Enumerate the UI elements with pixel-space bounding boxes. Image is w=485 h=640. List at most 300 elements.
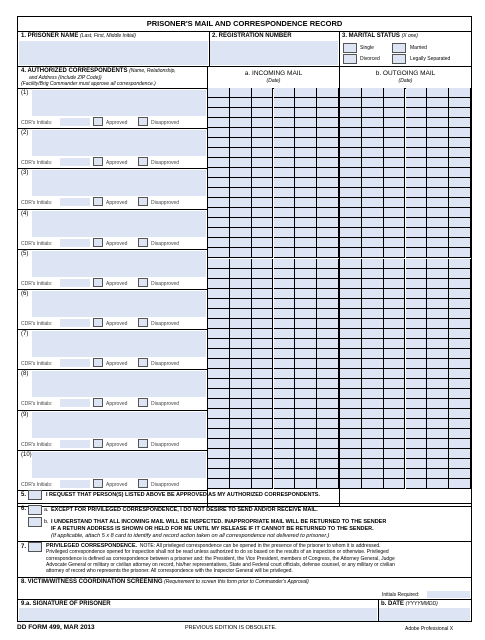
mail-date-cell[interactable]: [384, 168, 406, 178]
mail-date-cell[interactable]: [449, 218, 471, 228]
mail-date-cell[interactable]: [427, 158, 449, 168]
mail-date-cell[interactable]: [252, 178, 274, 188]
mail-date-cell[interactable]: [427, 248, 449, 258]
mail-date-cell[interactable]: [274, 429, 296, 439]
mail-date-cell[interactable]: [295, 339, 317, 349]
mail-date-cell[interactable]: [208, 279, 230, 289]
mail-date-cell[interactable]: [427, 198, 449, 208]
mail-date-cell[interactable]: [274, 128, 296, 138]
mail-date-cell[interactable]: [230, 289, 252, 299]
mail-date-cell[interactable]: [317, 319, 339, 329]
mail-date-cell[interactable]: [384, 269, 406, 279]
mail-date-cell[interactable]: [406, 148, 428, 158]
mail-date-cell[interactable]: [362, 329, 384, 339]
mail-date-cell[interactable]: [340, 228, 362, 238]
mail-date-cell[interactable]: [208, 479, 230, 489]
mail-date-cell[interactable]: [449, 309, 471, 319]
mail-date-cell[interactable]: [295, 248, 317, 258]
mail-date-cell[interactable]: [230, 469, 252, 479]
mail-date-cell[interactable]: [449, 259, 471, 269]
mail-date-cell[interactable]: [295, 98, 317, 108]
mail-date-cell[interactable]: [384, 88, 406, 98]
mail-date-cell[interactable]: [208, 289, 230, 299]
mail-date-cell[interactable]: [449, 118, 471, 128]
mail-date-cell[interactable]: [449, 349, 471, 359]
mail-date-cell[interactable]: [230, 88, 252, 98]
mail-date-cell[interactable]: [406, 168, 428, 178]
mail-date-cell[interactable]: [208, 429, 230, 439]
mail-date-cell[interactable]: [427, 379, 449, 389]
mail-date-cell[interactable]: [295, 198, 317, 208]
mail-date-cell[interactable]: [427, 459, 449, 469]
mail-date-cell[interactable]: [362, 188, 384, 198]
mail-date-cell[interactable]: [295, 118, 317, 128]
mail-date-cell[interactable]: [384, 379, 406, 389]
correspondent-info-field[interactable]: [32, 371, 206, 397]
mail-date-cell[interactable]: [252, 238, 274, 248]
mail-date-cell[interactable]: [295, 108, 317, 118]
mail-date-cell[interactable]: [340, 399, 362, 409]
mail-date-cell[interactable]: [449, 329, 471, 339]
mail-date-cell[interactable]: [362, 479, 384, 489]
mail-date-cell[interactable]: [427, 299, 449, 309]
mail-date-cell[interactable]: [208, 158, 230, 168]
mail-date-cell[interactable]: [208, 299, 230, 309]
mail-date-cell[interactable]: [340, 138, 362, 148]
mail-date-cell[interactable]: [427, 319, 449, 329]
cdr-initials-field[interactable]: [60, 198, 90, 206]
mail-date-cell[interactable]: [274, 188, 296, 198]
mail-date-cell[interactable]: [340, 319, 362, 329]
mail-date-cell[interactable]: [427, 128, 449, 138]
mail-date-cell[interactable]: [362, 389, 384, 399]
mail-date-cell[interactable]: [295, 479, 317, 489]
mail-date-cell[interactable]: [427, 339, 449, 349]
mail-date-cell[interactable]: [340, 449, 362, 459]
mail-date-cell[interactable]: [384, 208, 406, 218]
mail-date-cell[interactable]: [317, 88, 339, 98]
mail-date-cell[interactable]: [362, 248, 384, 258]
mail-date-cell[interactable]: [274, 339, 296, 349]
mail-date-cell[interactable]: [252, 108, 274, 118]
correspondent-info-field[interactable]: [32, 412, 206, 438]
mail-date-cell[interactable]: [340, 459, 362, 469]
approved-checkbox[interactable]: [93, 439, 103, 448]
mail-date-cell[interactable]: [230, 158, 252, 168]
approved-checkbox[interactable]: [93, 278, 103, 287]
mail-date-cell[interactable]: [295, 299, 317, 309]
mail-date-cell[interactable]: [317, 118, 339, 128]
mail-date-cell[interactable]: [252, 409, 274, 419]
mail-date-cell[interactable]: [317, 248, 339, 258]
mail-date-cell[interactable]: [252, 158, 274, 168]
mail-date-cell[interactable]: [252, 198, 274, 208]
mail-date-cell[interactable]: [208, 369, 230, 379]
mail-date-cell[interactable]: [340, 238, 362, 248]
mail-date-cell[interactable]: [406, 178, 428, 188]
mail-date-cell[interactable]: [295, 269, 317, 279]
mail-date-cell[interactable]: [317, 459, 339, 469]
mail-date-cell[interactable]: [340, 439, 362, 449]
mail-date-cell[interactable]: [252, 339, 274, 349]
mail-date-cell[interactable]: [340, 379, 362, 389]
mail-date-cell[interactable]: [252, 459, 274, 469]
mail-date-cell[interactable]: [295, 399, 317, 409]
mail-date-cell[interactable]: [252, 439, 274, 449]
mail-date-cell[interactable]: [295, 459, 317, 469]
mail-date-cell[interactable]: [274, 98, 296, 108]
mail-date-cell[interactable]: [252, 148, 274, 158]
mail-date-cell[interactable]: [317, 259, 339, 269]
mail-date-cell[interactable]: [406, 218, 428, 228]
mail-date-cell[interactable]: [362, 439, 384, 449]
mail-date-cell[interactable]: [295, 469, 317, 479]
mail-date-cell[interactable]: [362, 369, 384, 379]
mail-date-cell[interactable]: [274, 359, 296, 369]
mail-date-cell[interactable]: [230, 429, 252, 439]
cdr-initials-field[interactable]: [60, 440, 90, 448]
mail-date-cell[interactable]: [252, 128, 274, 138]
mail-date-cell[interactable]: [252, 469, 274, 479]
mail-date-cell[interactable]: [295, 168, 317, 178]
mail-date-cell[interactable]: [317, 429, 339, 439]
mail-date-cell[interactable]: [208, 419, 230, 429]
mail-date-cell[interactable]: [449, 279, 471, 289]
mail-date-cell[interactable]: [340, 389, 362, 399]
mail-date-cell[interactable]: [295, 188, 317, 198]
cdr-initials-field[interactable]: [60, 399, 90, 407]
mail-date-cell[interactable]: [230, 208, 252, 218]
mail-date-cell[interactable]: [317, 379, 339, 389]
mail-date-cell[interactable]: [362, 88, 384, 98]
mail-date-cell[interactable]: [274, 369, 296, 379]
mail-date-cell[interactable]: [252, 449, 274, 459]
mail-date-cell[interactable]: [252, 359, 274, 369]
mail-date-cell[interactable]: [384, 349, 406, 359]
mail-date-cell[interactable]: [274, 419, 296, 429]
mail-date-cell[interactable]: [427, 279, 449, 289]
mail-date-cell[interactable]: [230, 299, 252, 309]
approved-checkbox[interactable]: [93, 238, 103, 247]
cdr-initials-field[interactable]: [60, 158, 90, 166]
cdr-initials-field[interactable]: [60, 480, 90, 488]
mail-date-cell[interactable]: [427, 449, 449, 459]
mail-date-cell[interactable]: [427, 399, 449, 409]
mail-date-cell[interactable]: [252, 429, 274, 439]
mail-date-cell[interactable]: [362, 339, 384, 349]
mail-date-cell[interactable]: [274, 248, 296, 258]
mail-date-cell[interactable]: [208, 339, 230, 349]
cdr-initials-field[interactable]: [60, 239, 90, 247]
mail-date-cell[interactable]: [406, 349, 428, 359]
mail-date-cell[interactable]: [274, 279, 296, 289]
mail-date-cell[interactable]: [208, 88, 230, 98]
mail-date-cell[interactable]: [449, 208, 471, 218]
mail-date-cell[interactable]: [449, 369, 471, 379]
mail-date-cell[interactable]: [317, 98, 339, 108]
mail-date-cell[interactable]: [427, 228, 449, 238]
mail-date-cell[interactable]: [427, 429, 449, 439]
mail-date-cell[interactable]: [406, 379, 428, 389]
mail-date-cell[interactable]: [384, 319, 406, 329]
correspondent-info-field[interactable]: [32, 170, 206, 196]
mail-date-cell[interactable]: [362, 289, 384, 299]
mail-date-cell[interactable]: [406, 409, 428, 419]
mail-date-cell[interactable]: [449, 419, 471, 429]
mail-date-cell[interactable]: [384, 188, 406, 198]
mail-date-cell[interactable]: [384, 299, 406, 309]
mail-date-cell[interactable]: [317, 369, 339, 379]
mail-date-cell[interactable]: [406, 279, 428, 289]
mail-date-cell[interactable]: [449, 359, 471, 369]
mail-date-cell[interactable]: [340, 359, 362, 369]
mail-date-cell[interactable]: [274, 309, 296, 319]
mail-date-cell[interactable]: [317, 238, 339, 248]
mail-date-cell[interactable]: [252, 349, 274, 359]
mail-date-cell[interactable]: [252, 399, 274, 409]
mail-date-cell[interactable]: [317, 299, 339, 309]
mail-date-cell[interactable]: [406, 319, 428, 329]
disapproved-checkbox[interactable]: [138, 439, 148, 448]
mail-date-cell[interactable]: [406, 188, 428, 198]
mail-date-cell[interactable]: [427, 218, 449, 228]
mail-date-cell[interactable]: [384, 108, 406, 118]
mail-date-cell[interactable]: [427, 329, 449, 339]
mail-date-cell[interactable]: [208, 469, 230, 479]
mail-date-cell[interactable]: [230, 118, 252, 128]
correspondent-info-field[interactable]: [32, 211, 206, 237]
mail-date-cell[interactable]: [274, 178, 296, 188]
mail-date-cell[interactable]: [317, 188, 339, 198]
mail-date-cell[interactable]: [427, 309, 449, 319]
mail-date-cell[interactable]: [362, 299, 384, 309]
mail-date-cell[interactable]: [449, 138, 471, 148]
mail-date-cell[interactable]: [362, 128, 384, 138]
mail-date-cell[interactable]: [274, 148, 296, 158]
mail-date-cell[interactable]: [274, 379, 296, 389]
mail-date-cell[interactable]: [449, 389, 471, 399]
mail-date-cell[interactable]: [406, 138, 428, 148]
mail-date-cell[interactable]: [208, 108, 230, 118]
mail-date-cell[interactable]: [252, 168, 274, 178]
mail-date-cell[interactable]: [362, 429, 384, 439]
mail-date-cell[interactable]: [362, 178, 384, 188]
mail-date-cell[interactable]: [340, 469, 362, 479]
mail-date-cell[interactable]: [295, 379, 317, 389]
mail-date-cell[interactable]: [208, 178, 230, 188]
mail-date-cell[interactable]: [449, 439, 471, 449]
mail-date-cell[interactable]: [252, 208, 274, 218]
mail-date-cell[interactable]: [406, 98, 428, 108]
mail-date-cell[interactable]: [230, 329, 252, 339]
mail-date-cell[interactable]: [208, 379, 230, 389]
mail-date-cell[interactable]: [317, 148, 339, 158]
mail-date-cell[interactable]: [252, 319, 274, 329]
mail-date-cell[interactable]: [384, 419, 406, 429]
mail-date-cell[interactable]: [384, 118, 406, 128]
mail-date-cell[interactable]: [449, 238, 471, 248]
mail-date-cell[interactable]: [427, 148, 449, 158]
mail-date-cell[interactable]: [406, 359, 428, 369]
mail-date-cell[interactable]: [384, 369, 406, 379]
mail-date-cell[interactable]: [208, 399, 230, 409]
mail-date-cell[interactable]: [208, 128, 230, 138]
mail-date-cell[interactable]: [230, 108, 252, 118]
mail-date-cell[interactable]: [230, 228, 252, 238]
mail-date-cell[interactable]: [384, 439, 406, 449]
mail-date-cell[interactable]: [362, 469, 384, 479]
single-checkbox[interactable]: [343, 43, 357, 53]
mail-date-cell[interactable]: [252, 419, 274, 429]
mail-date-cell[interactable]: [406, 439, 428, 449]
mail-date-cell[interactable]: [230, 248, 252, 258]
mail-date-cell[interactable]: [295, 309, 317, 319]
mail-date-cell[interactable]: [230, 359, 252, 369]
mail-date-cell[interactable]: [449, 228, 471, 238]
cdr-initials-field[interactable]: [60, 279, 90, 287]
mail-date-cell[interactable]: [362, 218, 384, 228]
mail-date-cell[interactable]: [384, 178, 406, 188]
mail-date-cell[interactable]: [252, 379, 274, 389]
mail-date-cell[interactable]: [427, 289, 449, 299]
mail-date-cell[interactable]: [295, 158, 317, 168]
mail-date-cell[interactable]: [449, 88, 471, 98]
mail-date-cell[interactable]: [252, 289, 274, 299]
mail-date-cell[interactable]: [362, 309, 384, 319]
mail-date-cell[interactable]: [295, 319, 317, 329]
disapproved-checkbox[interactable]: [138, 238, 148, 247]
mail-date-cell[interactable]: [274, 108, 296, 118]
mail-date-cell[interactable]: [427, 409, 449, 419]
mail-date-cell[interactable]: [230, 409, 252, 419]
mail-date-cell[interactable]: [252, 479, 274, 489]
mail-date-cell[interactable]: [362, 148, 384, 158]
correspondent-info-field[interactable]: [32, 331, 206, 357]
approved-checkbox[interactable]: [93, 157, 103, 166]
mail-date-cell[interactable]: [362, 259, 384, 269]
mail-date-cell[interactable]: [362, 198, 384, 208]
mail-date-cell[interactable]: [449, 459, 471, 469]
mail-date-cell[interactable]: [406, 399, 428, 409]
mail-date-cell[interactable]: [230, 128, 252, 138]
mail-date-cell[interactable]: [317, 178, 339, 188]
mail-date-cell[interactable]: [274, 409, 296, 419]
mail-date-cell[interactable]: [449, 469, 471, 479]
mail-date-cell[interactable]: [406, 469, 428, 479]
mail-date-cell[interactable]: [295, 148, 317, 158]
mail-date-cell[interactable]: [340, 158, 362, 168]
mail-date-cell[interactable]: [317, 279, 339, 289]
mail-date-cell[interactable]: [449, 158, 471, 168]
correspondent-info-field[interactable]: [32, 452, 206, 478]
mail-date-cell[interactable]: [274, 269, 296, 279]
mail-date-cell[interactable]: [252, 88, 274, 98]
mail-date-cell[interactable]: [208, 259, 230, 269]
mail-date-cell[interactable]: [384, 359, 406, 369]
mail-date-cell[interactable]: [427, 208, 449, 218]
mail-date-cell[interactable]: [384, 409, 406, 419]
mail-date-cell[interactable]: [317, 228, 339, 238]
mail-date-cell[interactable]: [252, 118, 274, 128]
mail-date-cell[interactable]: [230, 198, 252, 208]
mail-date-cell[interactable]: [406, 248, 428, 258]
mail-date-cell[interactable]: [449, 299, 471, 309]
mail-date-cell[interactable]: [449, 289, 471, 299]
mail-date-cell[interactable]: [362, 118, 384, 128]
mail-date-cell[interactable]: [384, 238, 406, 248]
mail-date-cell[interactable]: [295, 128, 317, 138]
mail-date-cell[interactable]: [274, 449, 296, 459]
mail-date-cell[interactable]: [252, 188, 274, 198]
mail-date-cell[interactable]: [252, 299, 274, 309]
mail-date-cell[interactable]: [230, 138, 252, 148]
mail-date-cell[interactable]: [384, 459, 406, 469]
cdr-initials-field[interactable]: [60, 118, 90, 126]
mail-date-cell[interactable]: [230, 369, 252, 379]
approved-checkbox[interactable]: [93, 358, 103, 367]
mail-date-cell[interactable]: [295, 449, 317, 459]
mail-date-cell[interactable]: [406, 429, 428, 439]
mail-date-cell[interactable]: [427, 138, 449, 148]
mail-date-cell[interactable]: [208, 349, 230, 359]
mail-date-cell[interactable]: [274, 238, 296, 248]
mail-date-cell[interactable]: [208, 98, 230, 108]
mail-date-cell[interactable]: [230, 178, 252, 188]
mail-date-cell[interactable]: [449, 379, 471, 389]
mail-date-cell[interactable]: [208, 459, 230, 469]
approved-checkbox[interactable]: [93, 318, 103, 327]
signature-field[interactable]: [19, 608, 377, 621]
mail-date-cell[interactable]: [317, 128, 339, 138]
mail-date-cell[interactable]: [427, 269, 449, 279]
mail-date-cell[interactable]: [449, 168, 471, 178]
mail-date-cell[interactable]: [295, 389, 317, 399]
mail-date-cell[interactable]: [274, 349, 296, 359]
cdr-initials-field[interactable]: [60, 359, 90, 367]
mail-date-cell[interactable]: [362, 138, 384, 148]
mail-date-cell[interactable]: [340, 248, 362, 258]
date-field[interactable]: [379, 608, 470, 621]
mail-date-cell[interactable]: [362, 238, 384, 248]
mail-date-cell[interactable]: [362, 449, 384, 459]
mail-date-cell[interactable]: [317, 208, 339, 218]
correspondent-info-field[interactable]: [32, 90, 206, 116]
no-mail-checkbox[interactable]: [28, 505, 42, 515]
mail-date-cell[interactable]: [317, 269, 339, 279]
mail-date-cell[interactable]: [274, 259, 296, 269]
mail-date-cell[interactable]: [406, 198, 428, 208]
mail-date-cell[interactable]: [208, 309, 230, 319]
mail-date-cell[interactable]: [427, 178, 449, 188]
mail-date-cell[interactable]: [208, 198, 230, 208]
mail-date-cell[interactable]: [362, 98, 384, 108]
correspondent-info-field[interactable]: [32, 130, 206, 156]
mail-date-cell[interactable]: [362, 108, 384, 118]
mail-date-cell[interactable]: [317, 198, 339, 208]
mail-date-cell[interactable]: [427, 168, 449, 178]
mail-date-cell[interactable]: [406, 269, 428, 279]
mail-date-cell[interactable]: [295, 228, 317, 238]
mail-date-cell[interactable]: [340, 349, 362, 359]
mail-date-cell[interactable]: [317, 409, 339, 419]
mail-date-cell[interactable]: [208, 168, 230, 178]
initials-required-field[interactable]: [427, 591, 470, 598]
mail-date-cell[interactable]: [252, 329, 274, 339]
mail-date-cell[interactable]: [230, 449, 252, 459]
mail-date-cell[interactable]: [252, 98, 274, 108]
mail-date-cell[interactable]: [295, 329, 317, 339]
mail-date-cell[interactable]: [340, 218, 362, 228]
